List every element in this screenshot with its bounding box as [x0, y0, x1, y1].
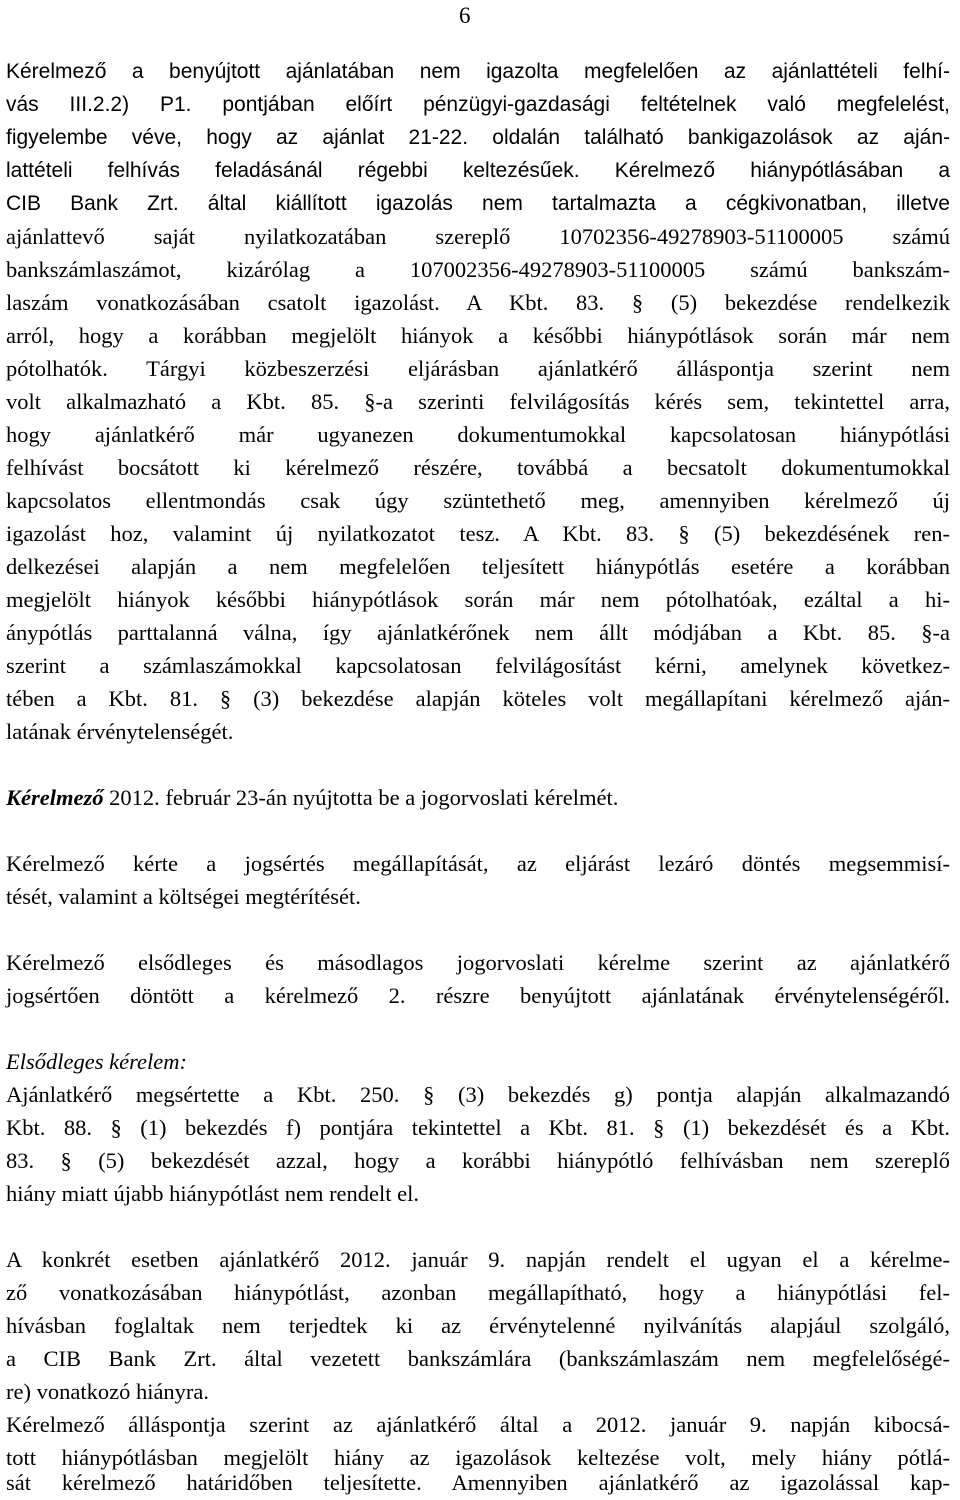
text-line: arról, hogy a korábban megjelölt hiányok a későbbi hiánypótlások során már nem	[6, 323, 950, 348]
text-line: Kérelmező elsődleges és másodlagos jogorvoslati kérelme szerint az ajánlatkérő	[6, 950, 950, 975]
text-line: 83. § (5) bekezdését azzal, hogy a korábbi hiánypótló felhívásban nem szereplő	[6, 1148, 950, 1173]
text-line: hívásban foglaltak nem terjedtek ki az érvénytelenné nyilvánítás alapjául szolgáló,	[6, 1313, 950, 1338]
text-line: sát kérelmező határidőben teljesítette. Amennyiben ajánlatkérő az igazolással kap-	[6, 1470, 950, 1495]
section-heading: Elsődleges kérelem:	[6, 1049, 187, 1074]
text-line: Kérelmező a benyújtott ajánlatában nem igazolta megfelelően az ajánlattételi felhí-	[6, 60, 950, 83]
text-line: Ajánlatkérő megsértette a Kbt. 250. § (3) bekezdés g) pontja alapján alkalmazandó	[6, 1082, 950, 1107]
text-line: felhívást bocsátott ki kérelmező részére, továbbá a becsatolt dokumentumokkal	[6, 455, 950, 480]
text-line: re) vonatkozó hiányra.	[6, 1379, 210, 1404]
text-line: A konkrét esetben ajánlatkérő 2012. január 9. napján rendelt el ugyan el a kérelme-	[6, 1247, 950, 1272]
text-run: 2012. február 23-án nyújtotta be a jogorvoslati kérelmét.	[103, 785, 619, 810]
text-line: szerint a számlaszámokkal kapcsolatosan felvilágosítást kérni, amelynek következ-	[6, 653, 950, 678]
text-line: vás III.2.2) P1. pontjában előírt pénzügyi-gazdasági feltételnek való megfelelést,	[6, 93, 950, 116]
text-line: hogy ajánlatkérő már ugyanezen dokumentumokkal kapcsolatosan hiánypótlási	[6, 422, 950, 447]
text-line: latának érvénytelenségét.	[6, 719, 234, 744]
text-line: tott hiánypótlásban megjelölt hiány az igazolások keltezése volt, mely hiány pótlá-	[6, 1445, 950, 1470]
text-line: igazolást hoz, valamint új nyilatkozatot tesz. A Kbt. 83. § (5) bekezdésének ren-	[6, 521, 950, 546]
text-line: delkezései alapján a nem megfelelően teljesített hiánypótlás esetére a korábban	[6, 554, 950, 579]
text-line: kapcsolatos ellentmondás csak úgy szüntethető meg, amennyiben kérelmező új	[6, 488, 950, 513]
text-line: ző vonatkozásában hiánypótlást, azonban megállapítható, hogy a hiánypótlási fel-	[6, 1280, 950, 1305]
text-line: ajánlattevő saját nyilatkozatában szereplő 10702356-49278903-51100005 számú	[6, 224, 950, 249]
text-line: laszám vonatkozásában csatolt igazolást. A Kbt. 83. § (5) bekezdése rendelkezik	[6, 290, 950, 315]
text-line: volt alkalmazható a Kbt. 85. §-a szerinti felvilágosítás kérés sem, tekintettel arra,	[6, 389, 950, 414]
applicant-label: Kérelmező	[6, 785, 104, 810]
text-line: CIB Bank Zrt. által kiállított igazolás nem tartalmazta a cégkivonatban, illetve	[6, 192, 950, 215]
text-line: a CIB Bank Zrt. által vezetett bankszámlára (bankszámlaszám nem megfelelőségé-	[6, 1346, 950, 1371]
text-line: Kérelmező kérte a jogsértés megállapítását, az eljárást lezáró döntés megsemmisí-	[6, 851, 950, 876]
page-number: 6	[459, 3, 471, 28]
text-line: tében a Kbt. 81. § (3) bekezdése alapján köteles volt megállapítani kérelmező aján-	[6, 686, 950, 711]
text-line: tését, valamint a költségei megtérítését.	[6, 884, 361, 909]
text-line: bankszámlaszámot, kizárólag a 107002356-49278903-51100005 számú bankszám-	[6, 257, 950, 282]
text-line: Kérelmező álláspontja szerint az ajánlatkérő által a 2012. január 9. napján kibocsá-	[6, 1412, 950, 1437]
text-line: ánypótlás parttalanná válna, így ajánlatkérőnek nem állt módjában a Kbt. 85. §-a	[6, 620, 950, 645]
text-line: megjelölt hiányok későbbi hiánypótlások során már nem pótolhatóak, ezáltal a hi-	[6, 587, 950, 612]
text-line: pótolhatók. Tárgyi közbeszerzési eljárásban ajánlatkérő álláspontja szerint nem	[6, 356, 950, 381]
text-line: hiány miatt újabb hiánypótlást nem rendelt el.	[6, 1181, 420, 1206]
text-line: jogsértően döntött a kérelmező 2. részre benyújtott ajánlatának érvénytelenségéről.	[6, 983, 950, 1008]
text-line	[6, 781, 950, 815]
text-line: lattételi felhívás feladásánál régebbi keltezésűek. Kérelmező hiánypótlásában a	[6, 159, 950, 182]
text-line: figyelembe véve, hogy az ajánlat 21-22. oldalán található bankigazolások az aján-	[6, 126, 950, 149]
text-line: Kbt. 88. § (1) bekezdés f) pontjára tekintettel a Kbt. 81. § (1) bekezdését és a Kbt.	[6, 1115, 950, 1140]
